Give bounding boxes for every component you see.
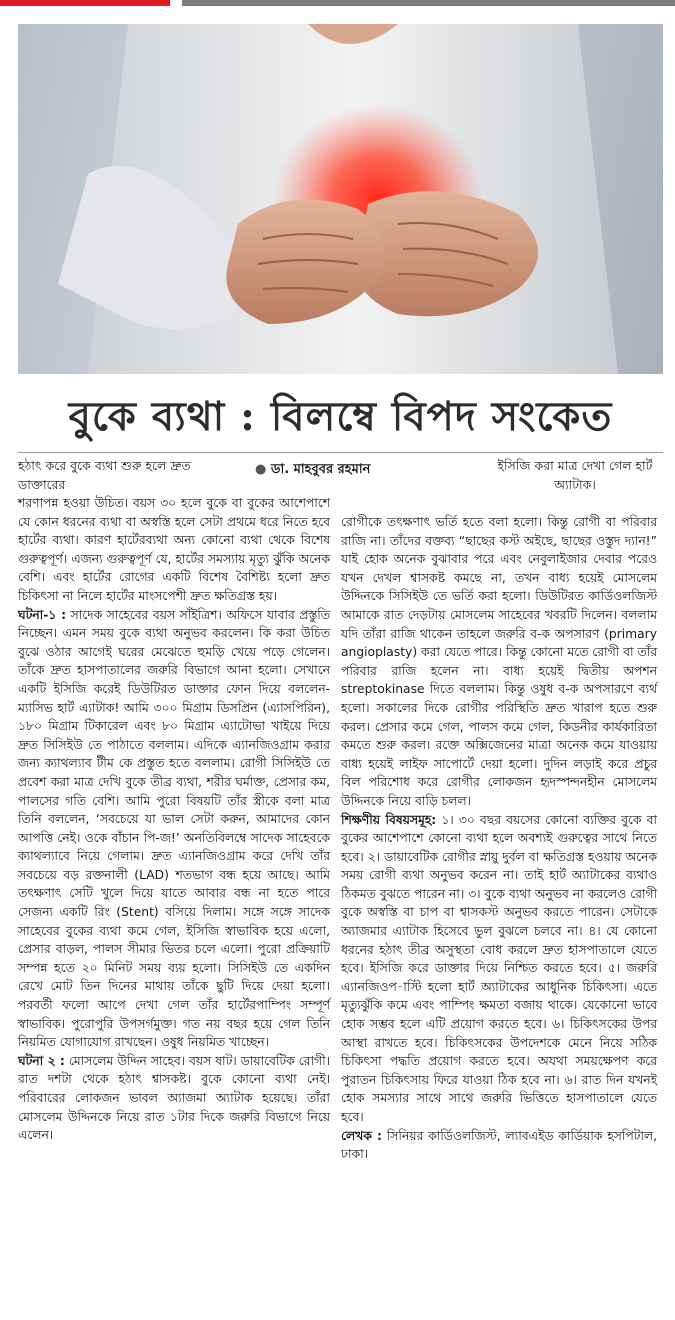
chest-pain-photo [18,24,663,374]
lead-right: ইসিজি করা মাত্র দেখা গেল হার্ট অ্যাটাক। [497,458,653,492]
top-accent-bar [0,0,170,6]
headline: বুকে ব্যথা : বিলম্বে বিপদ সংকেত [68,393,613,440]
lessons-text: ১। ৩০ বছর বয়সের কোনো ব্যক্তির বুকে বা বুকের আশেপাশে কোনো ব্যথা হলে অবশ্যই গুরুত্বের সাথে নিতে হবে। ২। ডায়াবেটিক রোগীর স্নায়ু দুর্বল বা ক্ষতিগ্রস্ত হওয়ায় অনেক সময় রোগী ব্যথা অনুভব করেন না। তাই হার্ট অ্যাটাকের ব্যথাও ঠিকমত বুঝতে পারেন না। ৩। বুকে ব্যথা অনুভব না করলেও রোগী বুকে অস্বস্তি বা চাপ বা শ্বাসকস্ট অনুভব করতে পারেন। সেটাকে অ্যাজমার এ্যাটাক হিসেবে ভুল বুঝলে চলবে না। ৪। যে কোনো ধরনের হঠাৎ তীব্র অসুস্থতা বোধ করলে দ্রুত হাসপাতালে যেতে হবে। ইসিজি করে ডাক্তার দিয়ে নিশ্চিত করতে হবে। ৫। জরুরি এ্যানজিওপ-াস্টি হলো হার্ট অ্যাটাকের আধুনিক চিকিৎসা। এতে মৃত্যুঝুঁকি কমে এবং পাম্পিং ক্ষমতা বজায় থাকে। যেকোনো ভাবে হোক সম্ভব হলে এটি প্রয়োগ করতে হবে। ৬। চিকিৎসকের উপর আস্থা রাখতে হবে। চিকিৎসকের উপদেশকে মেনে নিয়ে সঠিক চিকিৎসা পদ্ধতি প্রয়োগ করতে হবে। অযথা সময়ক্ষেপণ করে পুরাতন চিকিৎসায় ফিরে যাওয়া ঠিক হবে না। ৬। রাত দিন যখনই হোক সমস্যার সাথে সাথে জরুরি ভিত্তিতে হাসপাতালে যেতে হবে। [341,812,657,1124]
lessons-label: শিক্ষণীয় বিষয়সমূহ: [341,812,437,827]
paragraph-case-1 [18,606,330,1052]
byline [255,460,370,481]
author-text: সিনিয়র কার্ডিওলজিস্ট, ল্যাবএইড কার্ডিয়াক হসপিটাল, ঢাকা। [341,1128,657,1162]
paragraph-case-2 [18,1052,330,1145]
byline-author: ডা. মাহবুবর রহমান [270,462,371,477]
lead-left: হঠাৎ করে বুকে ব্যথা শুরু হলে দ্রুত ডাক্তারের [18,458,191,492]
paragraph-intro: শরণাপন্ন হওয়া উচিত। বয়স ৩০ হলে বুকে বা বুকের আশেপাশে যে কোন ধরনের ব্যথা বা অস্বস্তি হলে সেটা প্রথমে ধরে নিতে হবে হার্টের ব্যথা। কারণ হার্টেরব্যথা অন্য কোনো ব্যথা থেকে বিশেষ গুরুত্বপূর্ণ। এজন্য গুরুত্বপূর্ণ যে, হার্টের সমস্যায় মৃত্যু ঝুঁকি অনেক বেশি। এবং হার্টের রোগের একটি বিশেষ বৈশিষ্ট্য হলো দ্রুত চিকিৎসা না নিলে হার্টের মাংসপেশী দ্রুত ক্ষতিগ্রস্ত হয়। [18,496,330,603]
case-2-text: মোসলেম উদ্দিন সাহেব। বয়স ষাট। ডায়াবেটিক রোগী। রাত দশটা থেকে হঠাৎ শ্বাসকষ্ট। বুকে কোনো ব্যথা নেই। পরিবারের লোকজন ভাবল অ্যাজমা অ্যাটাক হয়েছে। তাঁরা মোসলেম উদ্দিনকে নিয়ে রাত ১টার দিকে জরুরি বিভাগে নিয়ে এলেন। [18,1053,330,1143]
case-1-label: ঘটনা-১ : [18,607,67,622]
paragraph-lessons [341,811,657,1127]
case-1-text: সাদেক সাহেবের বয়স সাঁইত্রিশ। অফিসে যাবার প্রস্তুতি নিচ্ছেন। এমন সময় বুকে ব্যথা অনুভব করলেন। কি করা উচিত বুঝে ওঠার আগেই ঘরের মেঝেতে হুমড়ি খেয়ে পড়ে গেলেন। তাঁকে দ্রুত হাসপাতালের জরুরি বিভাগে আনা হলো। সেখানে একটি ইসিজি করেই ডিউটিরত ডাক্তার ফোন দিয়ে বললেন- ম্যাসিভ হার্ট এ্যাটাক! আমি ৩০০ মিগ্রাম ডিসপ্রিন (এ্যাসপিরিন), ১৮০ মিগ্রাম টিকারেল এবং ৮০ মিগ্রাম এ্যাটোভা খাইয়ে দিয়ে দ্রুত সিসিইউ তে পাঠাতে বললাম। এদিকে এ্যানজিওগ্রাম করার জন্য ক্যাথল্যাব টীম কে প্রস্তুত হতে বললাম। রোগী সিসিইউ তে প্রবেশ করা মাত্র দেখি বুকে তীব্র ব্যথা, শরীর ঘর্মাক্ত, প্রেসার কম, পালসের গতি বেশি। আমি পুরো বিষয়টি তাঁর স্ত্রীকে বলা মাত্র তিনি বললেন, ‘সবচেয়ে যা ভাল সেটা করুন, আমাদের কোন আপত্তি নেই। ওকে বাঁচান পি-জ!’ অনতিবিলম্বে সাদেক সাহেবকে ক্যাথল্যাবে নিয়ে গেলাম। দ্রুত এ্যানজিওগ্রাম করে দেখি তাঁর সবচেয়ে বড় রক্তনালী (LAD) শতভাগ বন্ধ হয়ে আছে। আমি তৎক্ষণাৎ সেটি খুলে দিয়ে যাতে আবার বন্ধ না হতে পারে সেজন্য একটি রিং (Stent) বসিয়ে দিলাম। সঙ্গে সঙ্গে সাদেক সাহেবের বুকের ব্যথা কমে গেল, ইসিজি স্বাভাবিক হয়ে এলো, প্রেসার বাড়ল, পালস সীমার ভিতর চলে এলো। পুরো প্রক্রিয়াটি সম্পন্ন হতে ২০ মিনিট সময় ব্যয় হলো। সিসিইউ তে একদিন রেখে মোট তিন দিনের মাথায় তাঁকে ছুটি দিয়ে দেয়া হলো। পরবর্তী ফলো আপে দেখা গেল তাঁর হার্টেরপাম্পিং সম্পূর্ণ স্বাভাবিক। পুরোপুরি উপসর্গমুক্ত। গত নয় বছর হয়ে গেল তিনি নিয়মিত যোগাযোগ রাখছেন। ওষুধ নিয়মিত খাচ্ছেন। [18,607,330,1050]
right-column [341,513,657,1164]
chest-pain-illustration [18,24,663,374]
headline-rule [18,452,663,453]
case-2-label: ঘটনা ২ : [18,1053,65,1068]
top-divider-bar [182,0,675,6]
author-label: লেখক : [341,1128,382,1143]
paragraph-case-2-cont: রোগীকে তৎক্ষণাৎ ভর্তি হতে বলা হলো। কিন্তু রোগী বা পরিবার রাজি না। তাঁদের বক্তব্য “ছাছের কস্ট অইছে, ছাছের ওস্তুদ দ্যান!” যাই হোক অনেক বুঝাবার পরে এবং নেবুলাইজার দেবার পরেও যখন দেখল শ্বাসকষ্ট কমছে না, তখন বাধ্য হয়েই মোসলেম উদ্দিনকে সিসিইউ তে ভর্তি করা হলো। ডিউটিরত কার্ডিওলজিস্ট আমাকে রাত দেড়টায় মোসলেম সাহেবের খবরটি দিলেন। বললাম যদি তাঁরা রাজি থাকেন তাহলে জরুরি ব-ক অপসারণ (primary angioplasty) করা যেতে পারে। কিন্তু কোনো মতে রোগী বা তাঁর পরিবার রাজি হলেন না। বাধ্য হয়েই দ্বিতীয় অপশন streptokinase দিতে বললাম। কিন্তু ওষুধ ব-ক অপসারণে ব্যর্থ হলো। সকালের দিকে রোগীর পরিস্থিতি দ্রুত খারাপ হতে শুরু করল। প্রেসার কমে গেল, পালস কমে গেল, কিডনীর কার্যকারিতা কমতে শুরু করল। রক্তে অক্সিজেনের মাত্রা অনেক কমে যাওয়ায় বাধ্য হয়েই লাইফ সাপোর্টে দেয়া হলো। দুদিন লড়াই করে প্রচুর বিল পরিশোধ করে রোগীর লোকজন হৃদস্পন্দনহীন মোসলেম উদ্দিনকে নিয়ে বাড়ি চলল। [341,515,657,808]
left-column [18,494,330,1145]
byline-bullet-icon: ● [255,462,271,477]
paragraph-author [341,1127,657,1164]
